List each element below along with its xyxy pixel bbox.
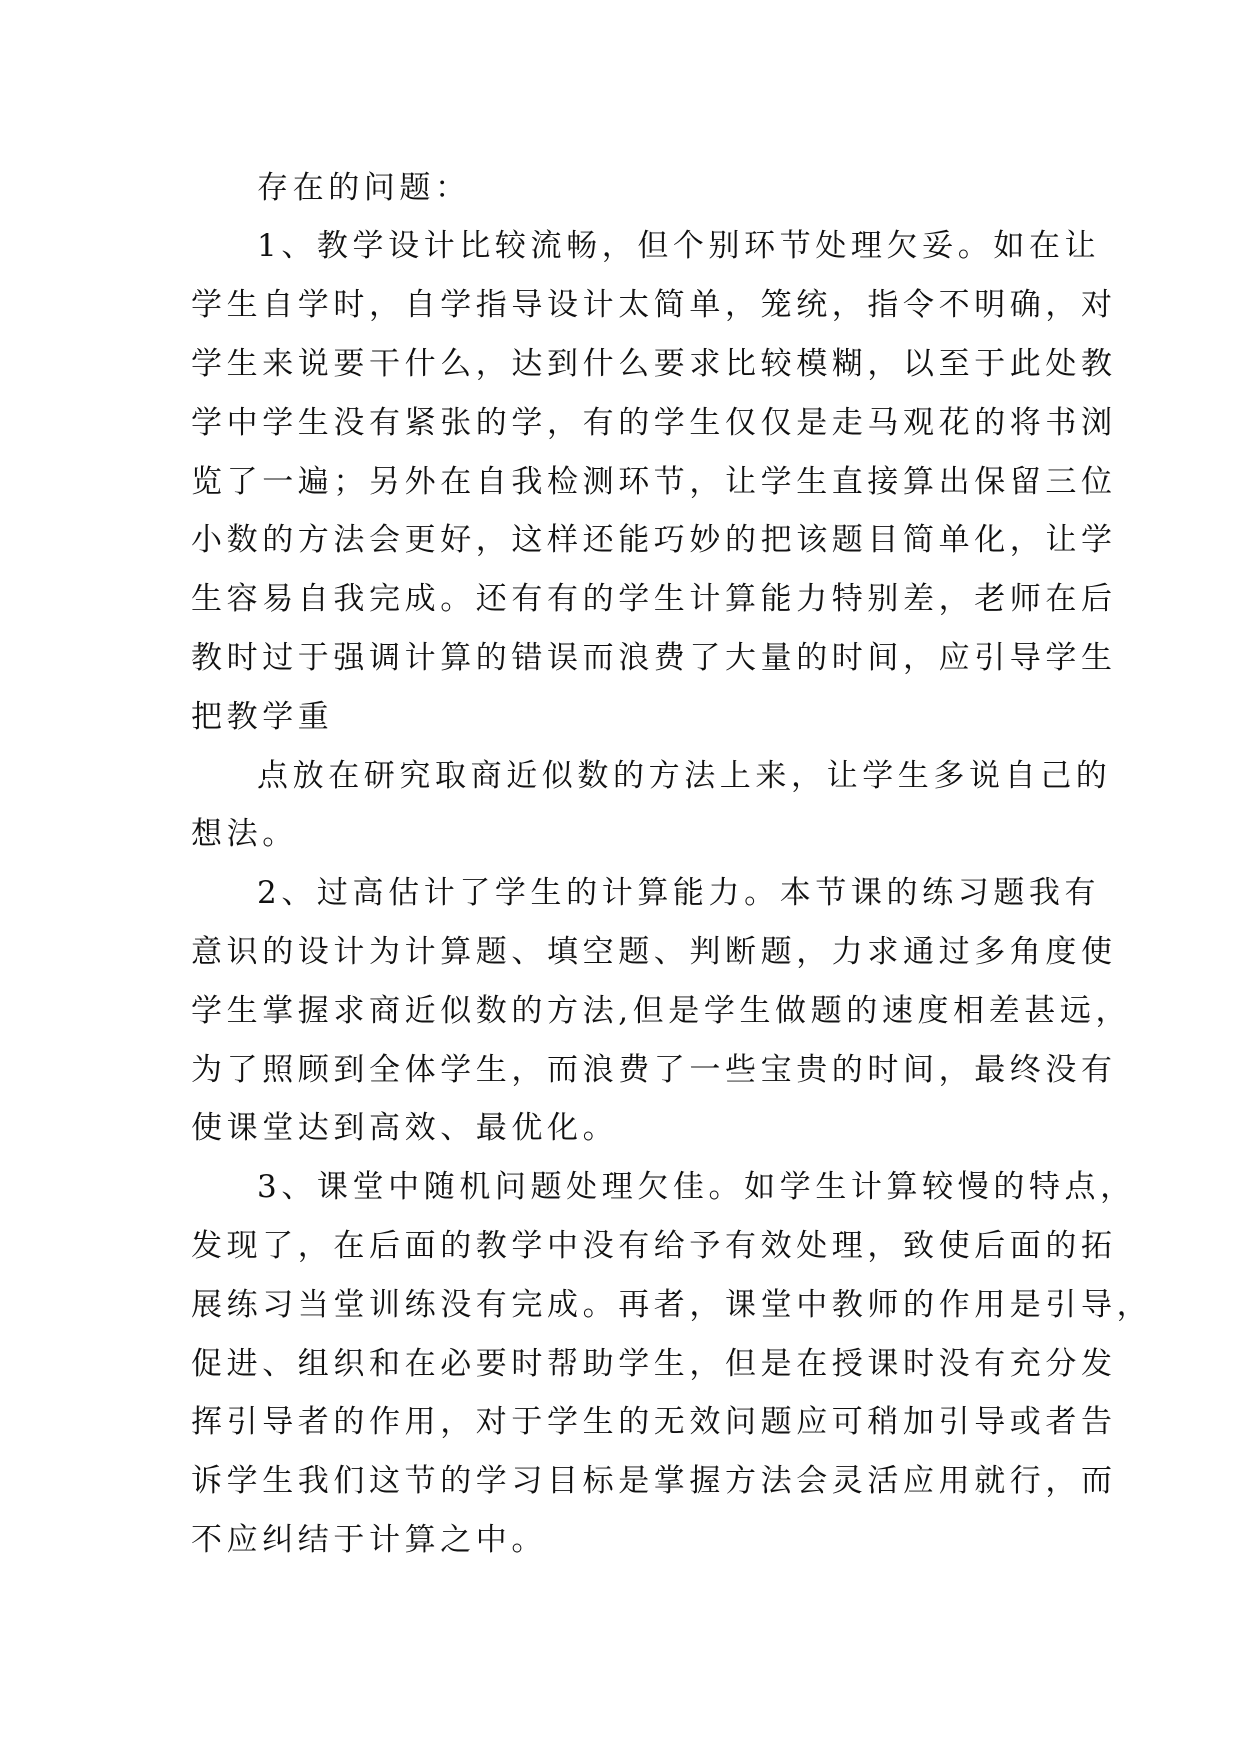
text-line: 促进、组织和在必要时帮助学生，但是在授课时没有充分发	[191, 1346, 1117, 1382]
text-line: 教时过于强调计算的错误而浪费了大量的时间，应引导学生	[191, 640, 1117, 676]
text-line: 诉学生我们这节的学习目标是掌握方法会灵活应用就行，而	[191, 1463, 1117, 1499]
text-line: 1、教学设计比较流畅，但个别环节处理欠妥。如在让	[257, 228, 1101, 264]
text-line: 学生来说要干什么，达到什么要求比较模糊，以至于此处教	[191, 346, 1117, 382]
text-line: 把教学重	[191, 699, 334, 735]
text-line: 生容易自我完成。还有有的学生计算能力特别差，老师在后	[191, 581, 1117, 617]
text-line: 学生掌握求商近似数的方法,但是学生做题的速度相差甚远，	[191, 993, 1132, 1029]
text-line: 使课堂达到高效、最优化。	[191, 1110, 619, 1146]
text-line: 展练习当堂训练没有完成。再者，课堂中教师的作用是引导，	[191, 1287, 1153, 1323]
text-line: 览了一遍；另外在自我检测环节，让学生直接算出保留三位	[191, 464, 1117, 500]
text-line: 意识的设计为计算题、填空题、判断题，力求通过多角度使	[191, 934, 1117, 970]
text-line: 学中学生没有紧张的学，有的学生仅仅是走马观花的将书浏	[191, 405, 1117, 441]
text-line: 为了照顾到全体学生，而浪费了一些宝贵的时间，最终没有	[191, 1052, 1117, 1088]
text-line: 不应纠结于计算之中。	[191, 1522, 547, 1558]
text-line: 3、课堂中随机问题处理欠佳。如学生计算较慢的特点，	[257, 1169, 1136, 1205]
text-line: 2、过高估计了学生的计算能力。本节课的练习题我有	[257, 875, 1101, 911]
section-heading: 存在的问题：	[257, 170, 471, 206]
text-line: 小数的方法会更好，这样还能巧妙的把该题目简单化，让学	[191, 522, 1117, 558]
text-line: 学生自学时，自学指导设计太简单，笼统，指令不明确，对	[191, 287, 1117, 323]
text-line: 想法。	[191, 816, 298, 852]
text-line: 发现了，在后面的教学中没有给予有效处理，致使后面的拓	[191, 1228, 1117, 1264]
text-line: 点放在研究取商近似数的方法上来，让学生多说自己的	[257, 758, 1112, 794]
text-line: 挥引导者的作用，对于学生的无效问题应可稍加引导或者告	[191, 1404, 1117, 1440]
